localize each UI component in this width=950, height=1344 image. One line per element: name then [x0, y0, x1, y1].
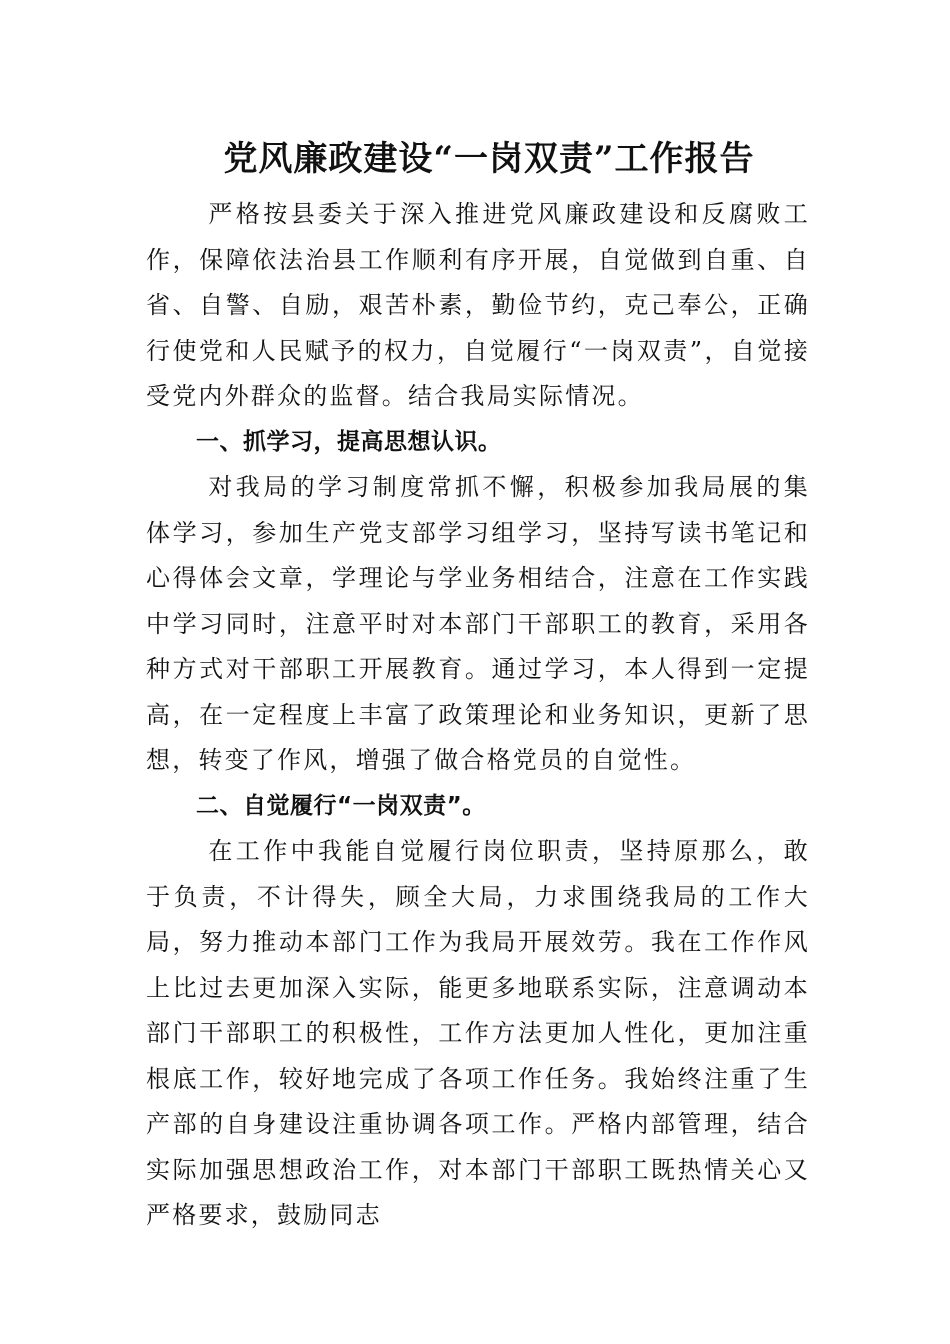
section-1-body: 对我局的学习制度常抓不懈，积极参加我局展的集体学习，参加生产党支部学习组学习，坚持写读书笔记和心得体会文章，学理论与学业务相结合，注意在工作实践中学习同时，注意平时对本部门干部职工的教育，采用各种方式对干部职工开展教育。通过学习，本人得到一定提高，在一定程度上丰富了政策理论和业务知识，更新了思想，转变了作风，增强了做合格党员的自觉性。	[146, 473, 810, 774]
document-title: 党风廉政建设“一岗双责”工作报告	[223, 139, 755, 179]
section-1-heading: 一、抓学习，提高思想认识。	[196, 428, 502, 455]
section-2-heading: 二、自觉履行“一岗双责”。	[196, 792, 486, 819]
intro-paragraph: 严格按县委关于深入推进党风廉政建设和反腐败工作，保障依法治县工作顺利有序开展，自觉做到自重、自省、自警、自励，艰苦朴素，勤俭节约，克己奉公，正确行使党和人民赋予的权力，自觉履行“一岗双责”，自觉接受党内外群众的监督。结合我局实际情况。	[146, 200, 810, 410]
section-2-body: 在工作中我能自觉履行岗位职责，坚持原那么，敢于负责，不计得失，顾全大局，力求围绕我局的工作大局，努力推动本部门工作为我局开展效劳。我在工作作风上比过去更加深入实际，能更多地联系实际，注意调动本部门干部职工的积极性，工作方法更加人性化，更加注重根底工作，较好地完成了各项工作任务。我始终注重了生产部的自身建设注重协调各项工作。严格内部管理，结合实际加强思想政治工作，对本部门干部职工既热情关心又严格要求，鼓励同志	[146, 837, 810, 1229]
